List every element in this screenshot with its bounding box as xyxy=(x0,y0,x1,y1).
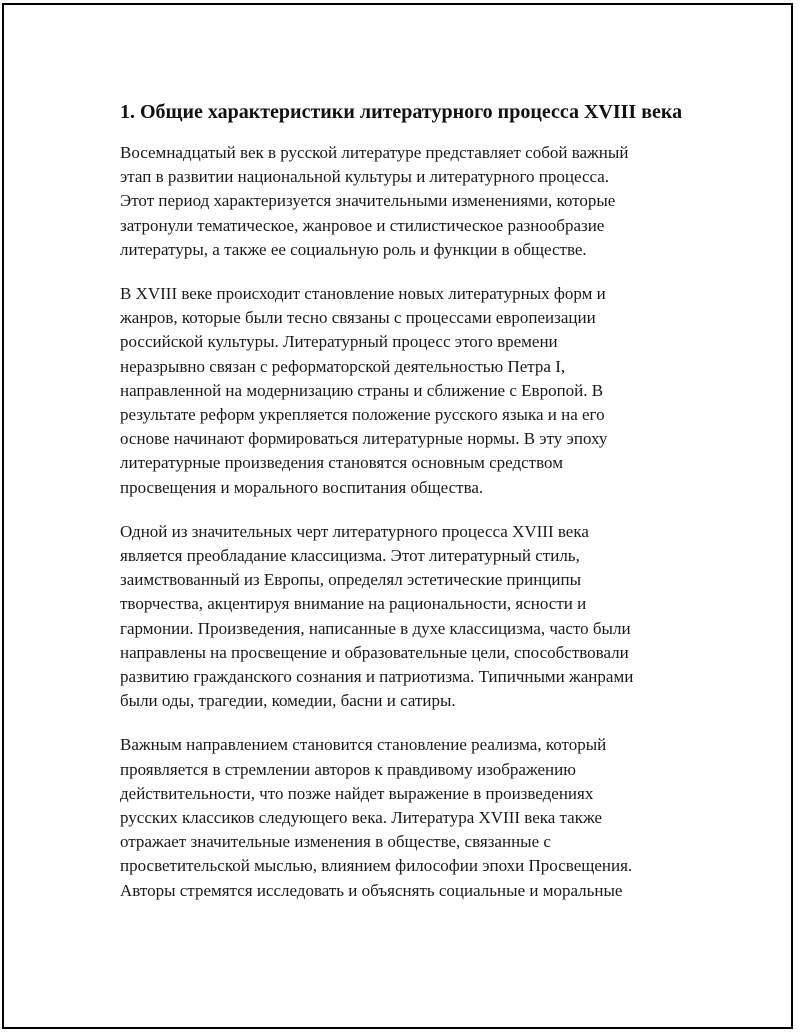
paragraph: Восемнадцатый век в русской литературе представляет собой важный этап в развитии национальной культуры и литературного процесса. Этот период характеризуется значительными изменениями, которые затронули тематическое, жанровое и стилистическое разнообразие литературы, а также ее социальную роль и функции в обществе. xyxy=(120,143,629,259)
section-heading: 1. Общие характеристики литературного процесса XVIII века xyxy=(120,101,683,123)
paragraph: В XVIII веке происходит становление новых литературных форм и жанров, которые были тесно связаны с процессами европеизации российской культуры. Литературный процесс этого времени неразрывно связан с реформаторской деятельностью Петра I, направленной на модернизацию страны и сближение с Европой. В результате реформ укрепляется положение русского языка и на его основе начинают формироваться литературные нормы. В эту эпоху литературные произведения становятся основным средством просвещения и морального воспитания общества. xyxy=(120,284,608,497)
paragraph: Важным направлением становится становление реализма, который проявляется в стремлении авторов к правдивому изображению действительности, что позже найдет выражение в произведениях русских классиков следующего века. Литература XVIII века также отражает значительные изменения в обществе, связанные с просветительской мыслью, влиянием философии эпохи Просвещения. Авторы стремятся исследовать и объяснять социальные и моральные xyxy=(120,735,633,900)
document-body xyxy=(120,98,700,923)
page-frame xyxy=(2,3,793,1029)
paragraph: Одной из значительных черт литературного процесса XVIII века является преобладание классицизма. Этот литературный стиль, заимствованный из Европы, определял эстетические принципы творчества, акцентируя внимание на рациональности, ясности и гармонии. Произведения, написанные в духе классицизма, часто были направлены на просвещение и образовательные цели, способствовали развитию гражданского сознания и патриотизма. Типичными жанрами были оды, трагедии, комедии, басни и сатиры. xyxy=(120,521,634,711)
